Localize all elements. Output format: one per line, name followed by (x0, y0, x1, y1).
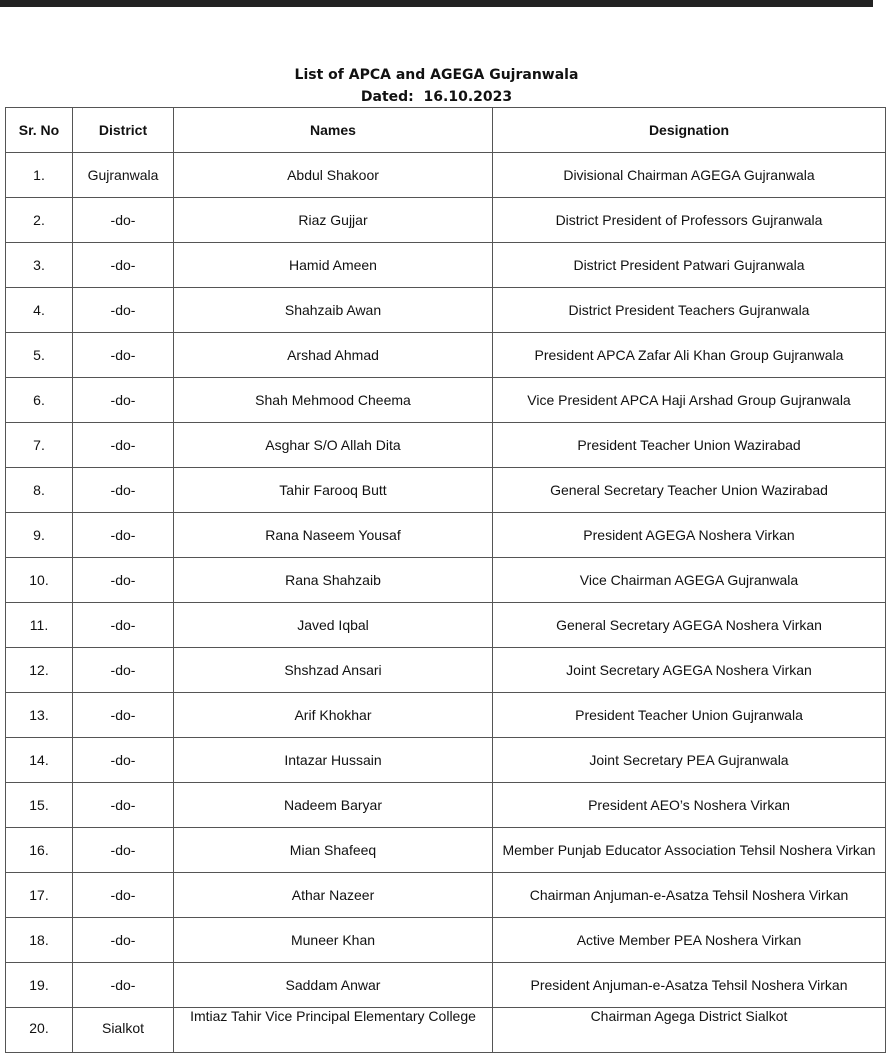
cell-designation: Joint Secretary PEA Gujranwala (493, 738, 886, 783)
members-table (5, 107, 886, 1053)
table-row (6, 648, 886, 693)
top-edge-bar (0, 0, 873, 7)
cell-name (174, 1008, 493, 1053)
cell-district: -do- (73, 963, 174, 1008)
cell-name: Shshzad Ansari (174, 648, 493, 693)
cell-name: Muneer Khan (174, 918, 493, 963)
cell-designation: President AGEGA Noshera Virkan (493, 513, 886, 558)
cell-sr-no-text: 20. (29, 1020, 49, 1036)
cell-district: -do- (73, 783, 174, 828)
cell-name: Athar Nazeer (174, 873, 493, 918)
date-value: 16.10.2023 (423, 89, 513, 105)
cell-name: Arshad Ahmad (174, 333, 493, 378)
cell-sr-no: 8. (6, 468, 73, 513)
cell-name: Mian Shafeeq (174, 828, 493, 873)
cell-name: Nadeem Baryar (174, 783, 493, 828)
cell-designation: Vice Chairman AGEGA Gujranwala (493, 558, 886, 603)
cell-name: Abdul Shakoor (174, 153, 493, 198)
header-designation: Designation (493, 108, 886, 153)
cell-designation: District President of Professors Gujranwala (493, 198, 886, 243)
cell-sr-no: 12. (6, 648, 73, 693)
cell-district-text: Sialkot (101, 1020, 145, 1036)
table-row (6, 288, 886, 333)
cell-designation: Joint Secretary AGEGA Noshera Virkan (493, 648, 886, 693)
cell-designation: President Anjuman-e-Asatza Tehsil Noshera Virkan (493, 963, 886, 1008)
cell-designation: Vice President APCA Haji Arshad Group Gujranwala (493, 378, 886, 423)
cell-sr-no: 16. (6, 828, 73, 873)
cell-name: Intazar Hussain (174, 738, 493, 783)
cell-district: -do- (73, 378, 174, 423)
document-title: List of APCA and AGEGA Gujranwala (294, 67, 579, 83)
cell-district: -do- (73, 333, 174, 378)
cell-designation: President Teacher Union Wazirabad (493, 423, 886, 468)
table-row (6, 693, 886, 738)
cell-designation: District President Teachers Gujranwala (493, 288, 886, 333)
table-row (6, 738, 886, 783)
table-row (6, 513, 886, 558)
cell-sr-no: 4. (6, 288, 73, 333)
cell-designation: Divisional Chairman AGEGA Gujranwala (493, 153, 886, 198)
cell-name: Javed Iqbal (174, 603, 493, 648)
cell-name: Tahir Farooq Butt (174, 468, 493, 513)
table-header-row (6, 108, 886, 153)
cell-designation: Active Member PEA Noshera Virkan (493, 918, 886, 963)
cell-sr-no: 6. (6, 378, 73, 423)
table-row (6, 918, 886, 963)
cell-designation-text: Chairman Agega District Sialkot (590, 1008, 788, 1024)
cell-district: -do- (73, 648, 174, 693)
cell-sr-no (6, 1008, 73, 1053)
cell-name: Riaz Gujjar (174, 198, 493, 243)
cell-district: -do- (73, 423, 174, 468)
table-row (6, 603, 886, 648)
cell-designation: Chairman Anjuman-e-Asatza Tehsil Noshera Virkan (493, 873, 886, 918)
date-label: Dated: (360, 89, 414, 105)
cell-district: -do- (73, 693, 174, 738)
cell-sr-no: 5. (6, 333, 73, 378)
cell-sr-no: 18. (6, 918, 73, 963)
table-row (6, 963, 886, 1008)
cell-name: Shahzaib Awan (174, 288, 493, 333)
table-row (6, 783, 886, 828)
cell-district: -do- (73, 243, 174, 288)
header-names: Names (174, 108, 493, 153)
table-row (6, 243, 886, 288)
cell-designation: District President Patwari Gujranwala (493, 243, 886, 288)
cell-sr-no: 14. (6, 738, 73, 783)
cell-sr-no: 10. (6, 558, 73, 603)
cell-sr-no: 1. (6, 153, 73, 198)
header-sr-no: Sr. No (6, 108, 73, 153)
cell-district: -do- (73, 603, 174, 648)
cell-name: Asghar S/O Allah Dita (174, 423, 493, 468)
cell-district (73, 1008, 174, 1053)
cell-name: Hamid Ameen (174, 243, 493, 288)
cell-designation: Member Punjab Educator Association Tehsil Noshera Virkan (493, 828, 886, 873)
cell-district: -do- (73, 513, 174, 558)
cell-name-text: Imtiaz Tahir Vice Principal Elementary College (190, 1008, 476, 1024)
document-date (0, 87, 873, 107)
cell-designation (493, 1008, 886, 1053)
cell-sr-no: 7. (6, 423, 73, 468)
table-row (6, 378, 886, 423)
cell-sr-no: 9. (6, 513, 73, 558)
cell-name: Saddam Anwar (174, 963, 493, 1008)
cell-designation: General Secretary Teacher Union Wazirabad (493, 468, 886, 513)
table-row (6, 423, 886, 468)
table-row (6, 153, 886, 198)
cell-district: Gujranwala (73, 153, 174, 198)
cell-sr-no: 13. (6, 693, 73, 738)
cell-district: -do- (73, 828, 174, 873)
table-row (6, 873, 886, 918)
table-row (6, 333, 886, 378)
table-row-partial (6, 1008, 886, 1053)
cell-sr-no: 19. (6, 963, 73, 1008)
cell-designation: General Secretary AGEGA Noshera Virkan (493, 603, 886, 648)
cell-district: -do- (73, 288, 174, 333)
cell-district: -do- (73, 198, 174, 243)
cell-designation: President AEO’s Noshera Virkan (493, 783, 886, 828)
cell-district: -do- (73, 558, 174, 603)
cell-sr-no: 17. (6, 873, 73, 918)
table-row (6, 828, 886, 873)
cell-sr-no: 15. (6, 783, 73, 828)
cell-designation: President APCA Zafar Ali Khan Group Gujranwala (493, 333, 886, 378)
header-district: District (73, 108, 174, 153)
cell-district: -do- (73, 873, 174, 918)
cell-name: Shah Mehmood Cheema (174, 378, 493, 423)
cell-district: -do- (73, 918, 174, 963)
table-row (6, 468, 886, 513)
table-row (6, 558, 886, 603)
cell-name: Rana Shahzaib (174, 558, 493, 603)
cell-sr-no: 11. (6, 603, 73, 648)
cell-sr-no: 2. (6, 198, 73, 243)
cell-district: -do- (73, 468, 174, 513)
cell-district: -do- (73, 738, 174, 783)
cell-name: Arif Khokhar (174, 693, 493, 738)
table-row (6, 198, 886, 243)
cell-sr-no: 3. (6, 243, 73, 288)
cell-designation: President Teacher Union Gujranwala (493, 693, 886, 738)
cell-name: Rana Naseem Yousaf (174, 513, 493, 558)
